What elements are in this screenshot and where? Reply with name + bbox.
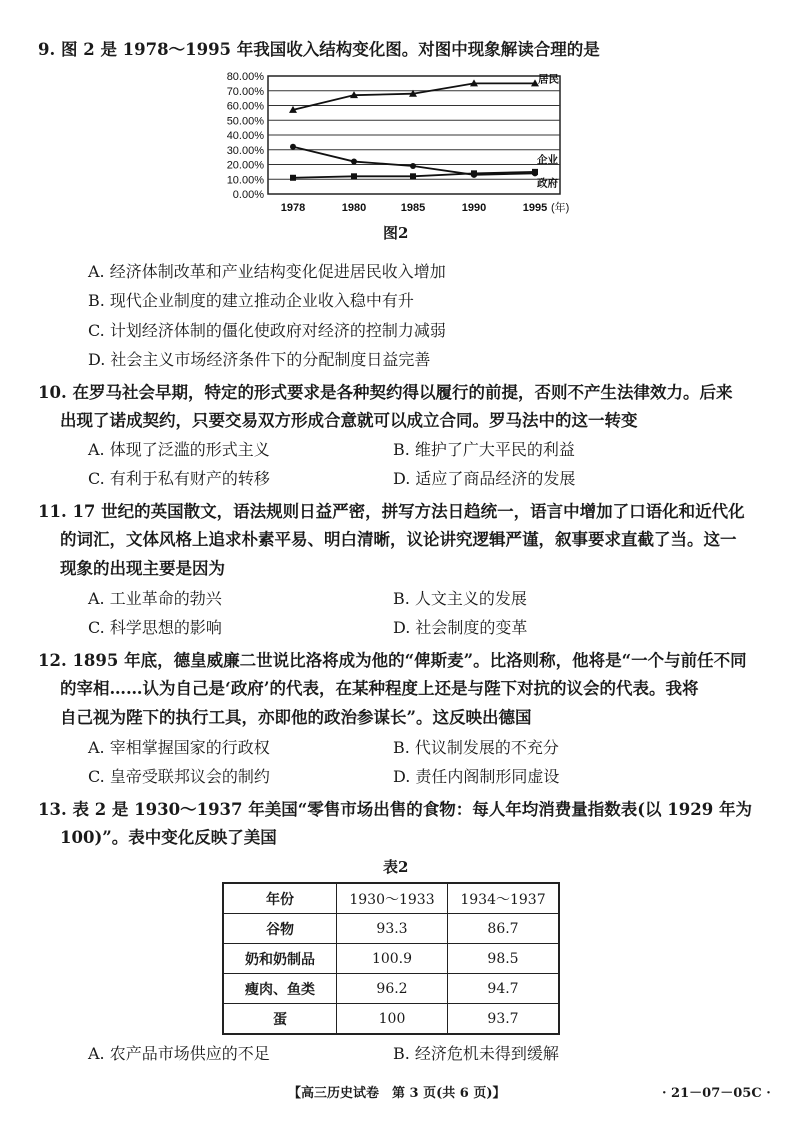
table-cell: 96.2: [337, 974, 448, 1004]
paper-code: · 21－07－05C ·: [662, 1086, 771, 1101]
y-tick-label: 80.00%: [226, 71, 264, 83]
table-header-row: [223, 883, 559, 914]
data-point: [471, 170, 477, 176]
q11-option-c: C. 科学思想的影响: [88, 618, 222, 637]
series-label: 居民: [538, 73, 559, 86]
figure-caption: 图2: [383, 224, 409, 242]
q12-option-d: D. 责任内阁制形同虚设: [393, 767, 560, 786]
table-cell: 93.3: [337, 914, 448, 944]
q9-stem: 9. 图 2 是 1978～1995 年我国收入结构变化图。对图中现象解读合理的是: [38, 40, 600, 59]
q13-stem-line-1: 13. 表 2 是 1930～1937 年美国“零售市场出售的食物：每人年均消费量指数表(以 1929 年为: [38, 800, 752, 819]
q12-stem-line-2: 的宰相……认为自己是‘政府’的代表，在某种程度上还是与陛下对抗的议会的代表。我将: [60, 679, 699, 698]
data-point: [351, 173, 357, 179]
consumption-index-table: [222, 882, 560, 1035]
q13-option-a: A. 农产品市场供应的不足: [88, 1044, 270, 1063]
table-cell: 谷物: [223, 914, 337, 944]
y-tick-label: 50.00%: [226, 115, 264, 128]
q12-stem-line-1: 12. 1895 年底，德皇威廉二世说比洛将成为他的“俾斯麦”。比洛则称，他将是“一个与前任不同: [38, 651, 747, 670]
income-structure-chart: [215, 68, 595, 218]
q11-stem-line-2: 的词汇，文体风格上追求朴素平易、明白清晰，议论讲究逻辑严谨，叙事要求直截了当。这一: [60, 530, 737, 549]
q10-option-d: D. 适应了商品经济的发展: [393, 469, 576, 488]
data-point: [290, 175, 296, 181]
q11-stem-line-3: 现象的出现主要是因为: [60, 559, 225, 578]
table-row: [223, 914, 559, 944]
data-point: [290, 144, 296, 150]
series-label: 企业: [537, 154, 558, 167]
data-point: [351, 159, 357, 165]
q12-stem-line-3: 自己视为陛下的执行工具，亦即他的政治参谋长”。这反映出德国: [60, 708, 532, 727]
q10-option-b: B. 维护了广大平民的利益: [393, 440, 575, 459]
x-tick-label: 1978: [280, 202, 306, 214]
table-cell: 86.7: [448, 914, 560, 944]
x-axis-unit: (年): [551, 202, 570, 214]
table-cell: 瘦肉、鱼类: [223, 974, 337, 1004]
table-row: [223, 944, 559, 974]
table-header-cell: 1930～1933: [337, 883, 448, 914]
table-cell: 94.7: [448, 974, 560, 1004]
x-tick-label: 1980: [341, 202, 367, 214]
table-cell: 93.7: [448, 1004, 560, 1035]
q10-option-a: A. 体现了泛滥的形式主义: [88, 440, 270, 459]
q12-option-b: B. 代议制发展的不充分: [393, 738, 559, 757]
q9-option-c: C. 计划经济体制的僵化使政府对经济的控制力减弱: [88, 321, 446, 340]
q11-option-a: A. 工业革命的勃兴: [88, 589, 222, 608]
y-tick-label: 10.00%: [226, 174, 264, 187]
table-row: [223, 1004, 559, 1035]
y-tick-label: 0.00%: [232, 189, 264, 201]
q10-stem-line-1: 10. 在罗马社会早期，特定的形式要求是各种契约得以履行的前提，否则不产生法律效力。后来: [38, 383, 733, 402]
series-label: 政府: [537, 177, 558, 190]
q12-option-c: C. 皇帝受联邦议会的制约: [88, 767, 270, 786]
y-tick-label: 60.00%: [226, 100, 264, 113]
q11-stem-line-1: 11. 17 世纪的英国散文，语法规则日益严密，拼写方法日趋统一，语言中增加了口语化和近代化: [38, 502, 745, 521]
x-tick-label: 1990: [461, 202, 487, 214]
table-cell: 100.9: [337, 944, 448, 974]
q11-option-d: D. 社会制度的变革: [393, 618, 528, 637]
q10-option-c: C. 有利于私有财产的转移: [88, 469, 270, 488]
y-tick-label: 70.00%: [226, 85, 264, 98]
series-line-企业: [293, 147, 535, 175]
page-footer: 【高三历史试卷 第 3 页(共 6 页)】: [288, 1086, 506, 1101]
table-cell: 蛋: [223, 1004, 337, 1035]
q13-option-b: B. 经济危机未得到缓解: [393, 1044, 559, 1063]
q10-stem-line-2: 出现了诺成契约，只要交易双方形成合意就可以成立合同。罗马法中的这一转变: [60, 411, 638, 430]
q11-option-b: B. 人文主义的发展: [393, 589, 527, 608]
data-point: [410, 163, 416, 169]
q9-option-b: B. 现代企业制度的建立推动企业收入稳中有升: [88, 291, 414, 310]
table-caption: 表2: [383, 858, 409, 876]
table-header-cell: 年份: [223, 883, 337, 914]
data-point: [532, 169, 538, 175]
data-point: [410, 173, 416, 179]
y-tick-label: 30.00%: [226, 144, 264, 157]
table-cell: 100: [337, 1004, 448, 1035]
table-header-cell: 1934～1937: [448, 883, 560, 914]
q9-option-a: A. 经济体制改革和产业结构变化促进居民收入增加: [88, 262, 446, 281]
y-tick-label: 40.00%: [226, 130, 264, 142]
x-tick-label: 1985: [400, 202, 426, 214]
table-cell: 98.5: [448, 944, 560, 974]
x-tick-label: 1995: [522, 202, 548, 214]
q13-stem-line-2: 100)”。表中变化反映了美国: [60, 828, 277, 847]
q12-option-a: A. 宰相掌握国家的行政权: [88, 738, 270, 757]
y-tick-label: 20.00%: [226, 159, 264, 172]
table-cell: 奶和奶制品: [223, 944, 337, 974]
q9-option-d: D. 社会主义市场经济条件下的分配制度日益完善: [88, 350, 431, 369]
table-row: [223, 974, 559, 1004]
